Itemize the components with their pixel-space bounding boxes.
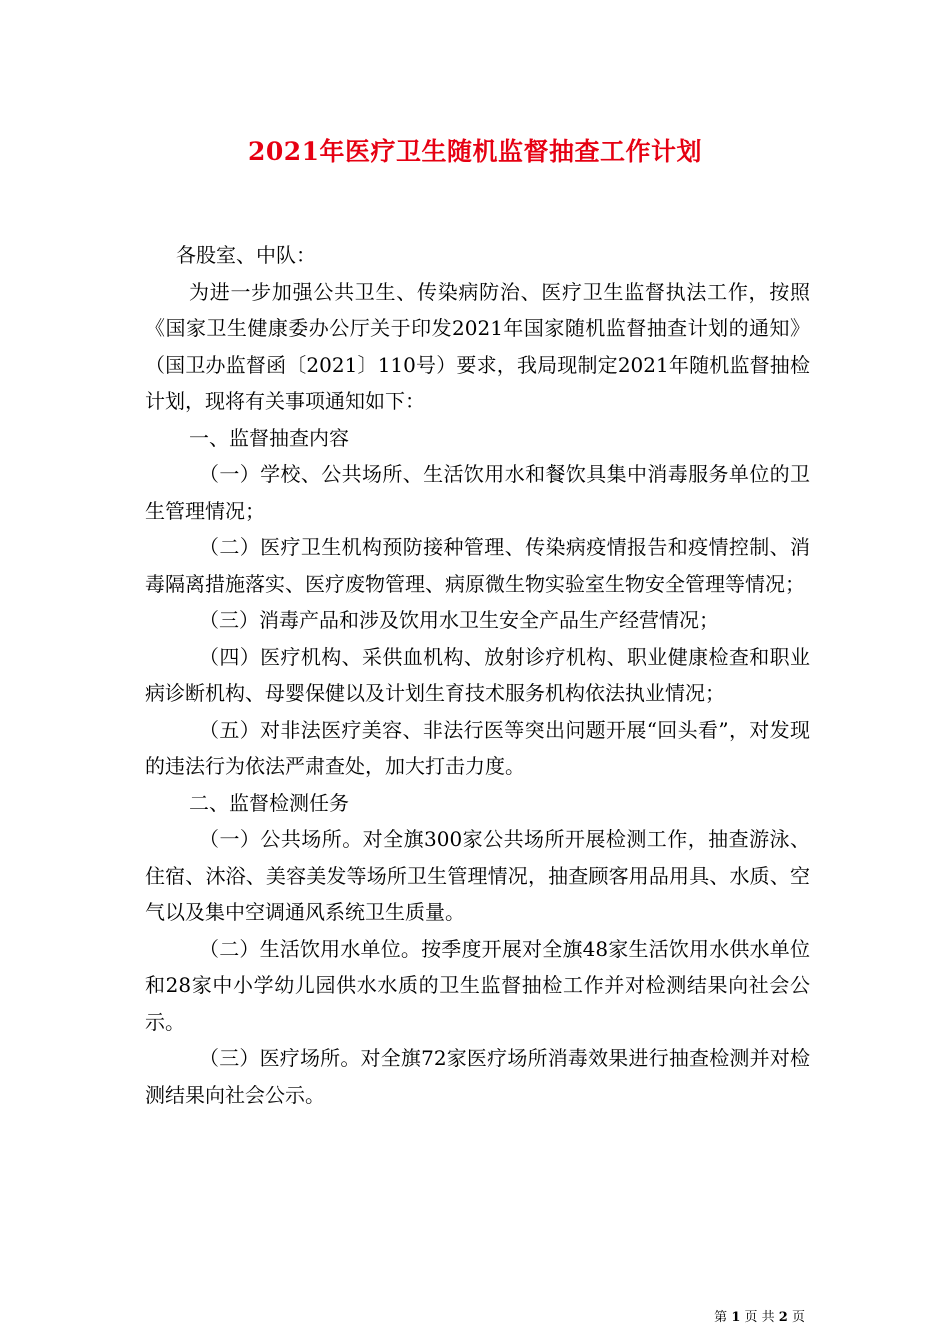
- section-1-heading: 一、监督抽查内容: [189, 425, 349, 450]
- intro-paragraph: 为进一步加强公共卫生、传染病防治、医疗卫生监督执法工作，按照《国家卫生健康委办公厅关于印发2021年国家随机监督抽查计划的通知》（国卫办监督函〔2021〕110号）要求，我局现制定2021年随机监督抽检计划，现将有关事项通知如下：: [145, 279, 810, 413]
- section-2-item: （二）生活饮用水单位。按季度开展对全旗48家生活饮用水供水单位和28家中小学幼儿园供水水质的卫生监督抽检工作并对检测结果向社会公示。: [145, 936, 810, 1034]
- section-2-item: （一）公共场所。对全旗300家公共场所开展检测工作，抽查游泳、住宿、沐浴、美容美发等场所卫生管理情况，抽查顾客用品用具、水质、空气以及集中空调通风系统卫生质量。: [145, 827, 810, 924]
- document-body: [145, 237, 810, 1113]
- section-2-item: （三）医疗场所。对全旗72家医疗场所消毒效果进行抽查检测并对检测结果向社会公示。: [145, 1046, 810, 1107]
- section-1-item: （三）消毒产品和涉及饮用水卫生安全产品生产经营情况；: [199, 608, 719, 632]
- current-page-number: 1: [731, 1310, 741, 1325]
- total-page-number: 2: [778, 1310, 788, 1325]
- footer-mid: 页 共: [744, 1310, 775, 1325]
- page-footer: [714, 1306, 805, 1325]
- section-1-item: （四）医疗机构、采供血机构、放射诊疗机构、职业健康检查和职业病诊断机构、母婴保健以及计划生育技术服务机构依法执业情况；: [145, 644, 810, 705]
- section-2-heading: 二、监督检测任务: [189, 790, 349, 815]
- document-title: 2021年医疗卫生随机监督抽查工作计划: [247, 137, 703, 166]
- footer-suffix: 页: [791, 1310, 805, 1325]
- section-1-item: （一）学校、公共场所、生活饮用水和餐饮具集中消毒服务单位的卫生管理情况；: [145, 462, 810, 523]
- section-1-item: （五）对非法医疗美容、非法行医等突出问题开展“回头看”，对发现的违法行为依法严肃查处，加大打击力度。: [145, 717, 810, 778]
- footer-prefix: 第: [714, 1310, 728, 1325]
- salutation: 各股室、中队：: [176, 243, 316, 267]
- section-1-item: （二）医疗卫生机构预防接种管理、传染病疫情报告和疫情控制、消毒隔离措施落实、医疗废物管理、病原微生物实验室生物安全管理等情况；: [145, 535, 810, 596]
